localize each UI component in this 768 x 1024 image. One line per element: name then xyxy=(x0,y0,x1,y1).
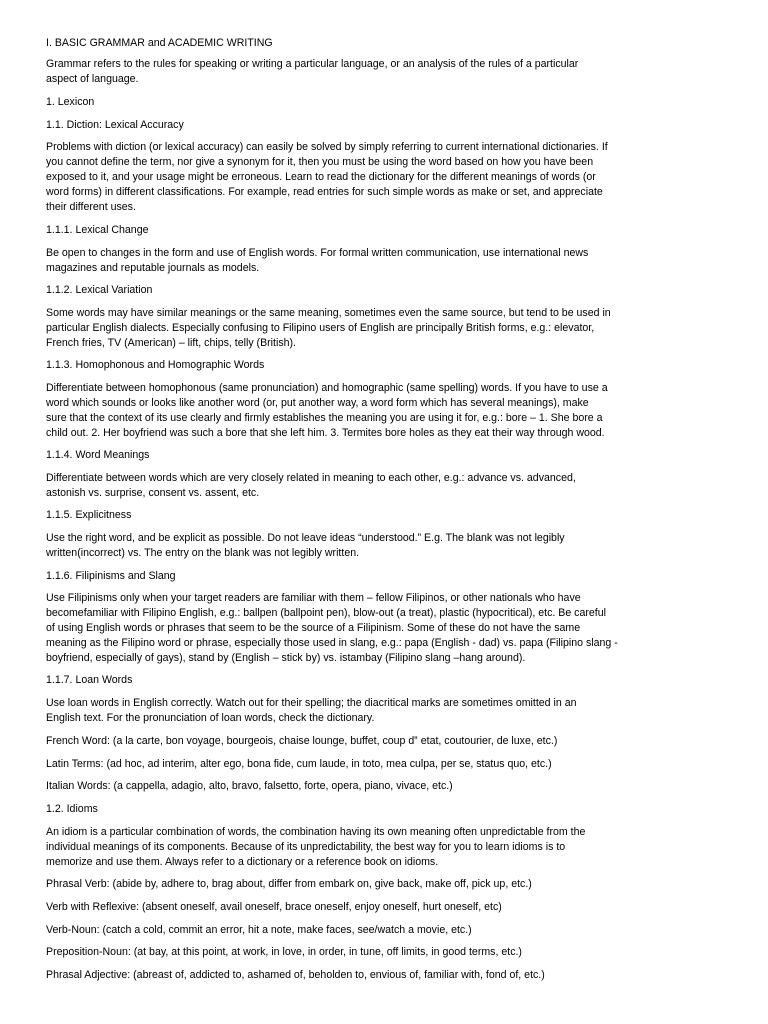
paragraph-line: Grammar refers to the rules for speaking or writing a particular language, or an analysis of the rules of a particular xyxy=(46,58,579,70)
paragraph-line: Differentiate between words which are very closely related in meaning to each other, e.g.: advance vs. advanced, xyxy=(46,472,576,484)
paragraph-line: becomefamiliar with Filipino English, e.g.: ballpen (ballpoint pen), blow-out (a treat), plastic (hypocritical), etc. Be careful xyxy=(46,607,606,619)
section-heading: 1.1.5. Explicitness xyxy=(46,509,132,521)
paragraph-line: Phrasal Adjective: (abreast of, addicted to, ashamed of, beholden to, envious of, familiar with, fond of, etc.) xyxy=(46,969,545,981)
paragraph-line: Use loan words in English correctly. Watch out for their spelling; the diacritical marks are sometimes omitted in an xyxy=(46,697,577,709)
paragraph-line: individual meanings of its components. Because of its unpredictability, the best way for you to learn idioms is to xyxy=(46,841,566,853)
paragraph-line: astonish vs. surprise, consent vs. assent, etc. xyxy=(46,487,260,499)
paragraph-line: sure that the context of its use clearly and firmly establishes the meaning you are using it for, e.g.: bore – 1. She bore a xyxy=(46,412,603,424)
paragraph-line: English text. For the pronunciation of loan words, check the dictionary. xyxy=(46,712,375,724)
paragraph-line: French fries, TV (American) – lift, chips, telly (British). xyxy=(46,337,296,349)
paragraph-line: Preposition-Noun: (at bay, at this point, at work, in love, in order, in tune, off limits, in good terms, etc.) xyxy=(46,946,522,958)
section-heading: 1.1.3. Homophonous and Homographic Words xyxy=(46,359,265,371)
section-heading: 1.1.6. Filipinisms and Slang xyxy=(46,570,176,582)
paragraph-line: word forms) in different classifications. For example, read entries for such simple words as make or set, and appreciate xyxy=(46,186,603,198)
document-title: I. BASIC GRAMMAR and ACADEMIC WRITING xyxy=(46,37,273,49)
paragraph-line: memorize and use them. Always refer to a dictionary or a reference book on idioms. xyxy=(46,856,439,868)
paragraph-line: word which sounds or looks like another word (or, put another way, a word form which has several meanings), make xyxy=(46,397,589,409)
section-heading: 1.1. Diction: Lexical Accuracy xyxy=(46,119,184,131)
paragraph-line: Differentiate between homophonous (same pronunciation) and homographic (same spelling) words. If you have to use a xyxy=(46,382,608,394)
paragraph-line: meaning as the Filipino word or phrase, especially those used in slang, e.g.: papa (English - dad) vs. papa (Filipino slang - xyxy=(46,637,618,649)
paragraph-line: French Word: (a la carte, bon voyage, bourgeois, chaise lounge, buffet, coup d‟ etat, coutourier, de luxe, etc.) xyxy=(46,735,558,747)
paragraph-line: of using English words or phrases that seem to be the source of a Filipinism. Some of these do not have the same xyxy=(46,622,581,634)
paragraph-line: Verb with Reflexive: (absent oneself, avail oneself, brace oneself, enjoy oneself, hurt oneself, etc) xyxy=(46,901,502,913)
section-heading: 1.1.7. Loan Words xyxy=(46,674,133,686)
paragraph-line: written(incorrect) vs. The entry on the blank was not legibly written. xyxy=(46,547,360,559)
paragraph-line: you cannot define the term, nor give a synonym for it, then you must be using the word based on how you have been xyxy=(46,156,594,168)
paragraph-line: Be open to changes in the form and use of English words. For formal written communication, use international news xyxy=(46,247,589,259)
paragraph-line: Latin Terms: (ad hoc, ad interim, alter ego, bona fide, cum laude, in toto, mea culpa, per se, status quo, etc.) xyxy=(46,758,552,770)
paragraph-line: particular English dialects. Especially confusing to Filipino users of English are principally British forms, e.g.: elevator, xyxy=(46,322,595,334)
paragraph-line: their different uses. xyxy=(46,201,136,213)
paragraph-line: Some words may have similar meanings or the same meaning, sometimes even the same source, but tend to be used in xyxy=(46,307,611,319)
section-heading: 1. Lexicon xyxy=(46,96,95,108)
section-heading: 1.1.1. Lexical Change xyxy=(46,224,149,236)
paragraph-line: Verb-Noun: (catch a cold, commit an error, hit a note, make faces, see/watch a movie, etc.) xyxy=(46,924,472,936)
section-heading: 1.1.4. Word Meanings xyxy=(46,449,150,461)
section-heading: 1.1.2. Lexical Variation xyxy=(46,284,153,296)
paragraph-line: Use the right word, and be explicit as possible. Do not leave ideas “understood.” E.g. The blank was not legibly xyxy=(46,532,565,544)
paragraph-line: An idiom is a particular combination of words, the combination having its own meaning often unpredictable from the xyxy=(46,826,586,838)
paragraph-line: Italian Words: (a cappella, adagio, alto, bravo, falsetto, forte, opera, piano, vivace, etc.) xyxy=(46,780,453,792)
paragraph-line: Phrasal Verb: (abide by, adhere to, brag about, differ from embark on, give back, make off, pick up, etc.) xyxy=(46,878,532,890)
section-heading: 1.2. Idioms xyxy=(46,803,98,815)
paragraph-line: boyfriend, especially of gays), stand by (English – stick by) vs. istambay (Filipino slang –hang around). xyxy=(46,652,526,664)
paragraph-line: Problems with diction (or lexical accuracy) can easily be solved by simply referring to current international dictionaries. If xyxy=(46,141,608,153)
paragraph-line: magazines and reputable journals as models. xyxy=(46,262,260,274)
paragraph-line: aspect of language. xyxy=(46,73,139,85)
paragraph-line: exposed to it, and your usage might be erroneous. Learn to read the dictionary for the different meanings of words (or xyxy=(46,171,596,183)
paragraph-line: Use Filipinisms only when your target readers are familiar with them – fellow Filipinos, or other nationals who have xyxy=(46,592,581,604)
paragraph-line: child out. 2. Her boyfriend was such a bore that she left him. 3. Termites bore holes as they eat their way through wood. xyxy=(46,427,605,439)
